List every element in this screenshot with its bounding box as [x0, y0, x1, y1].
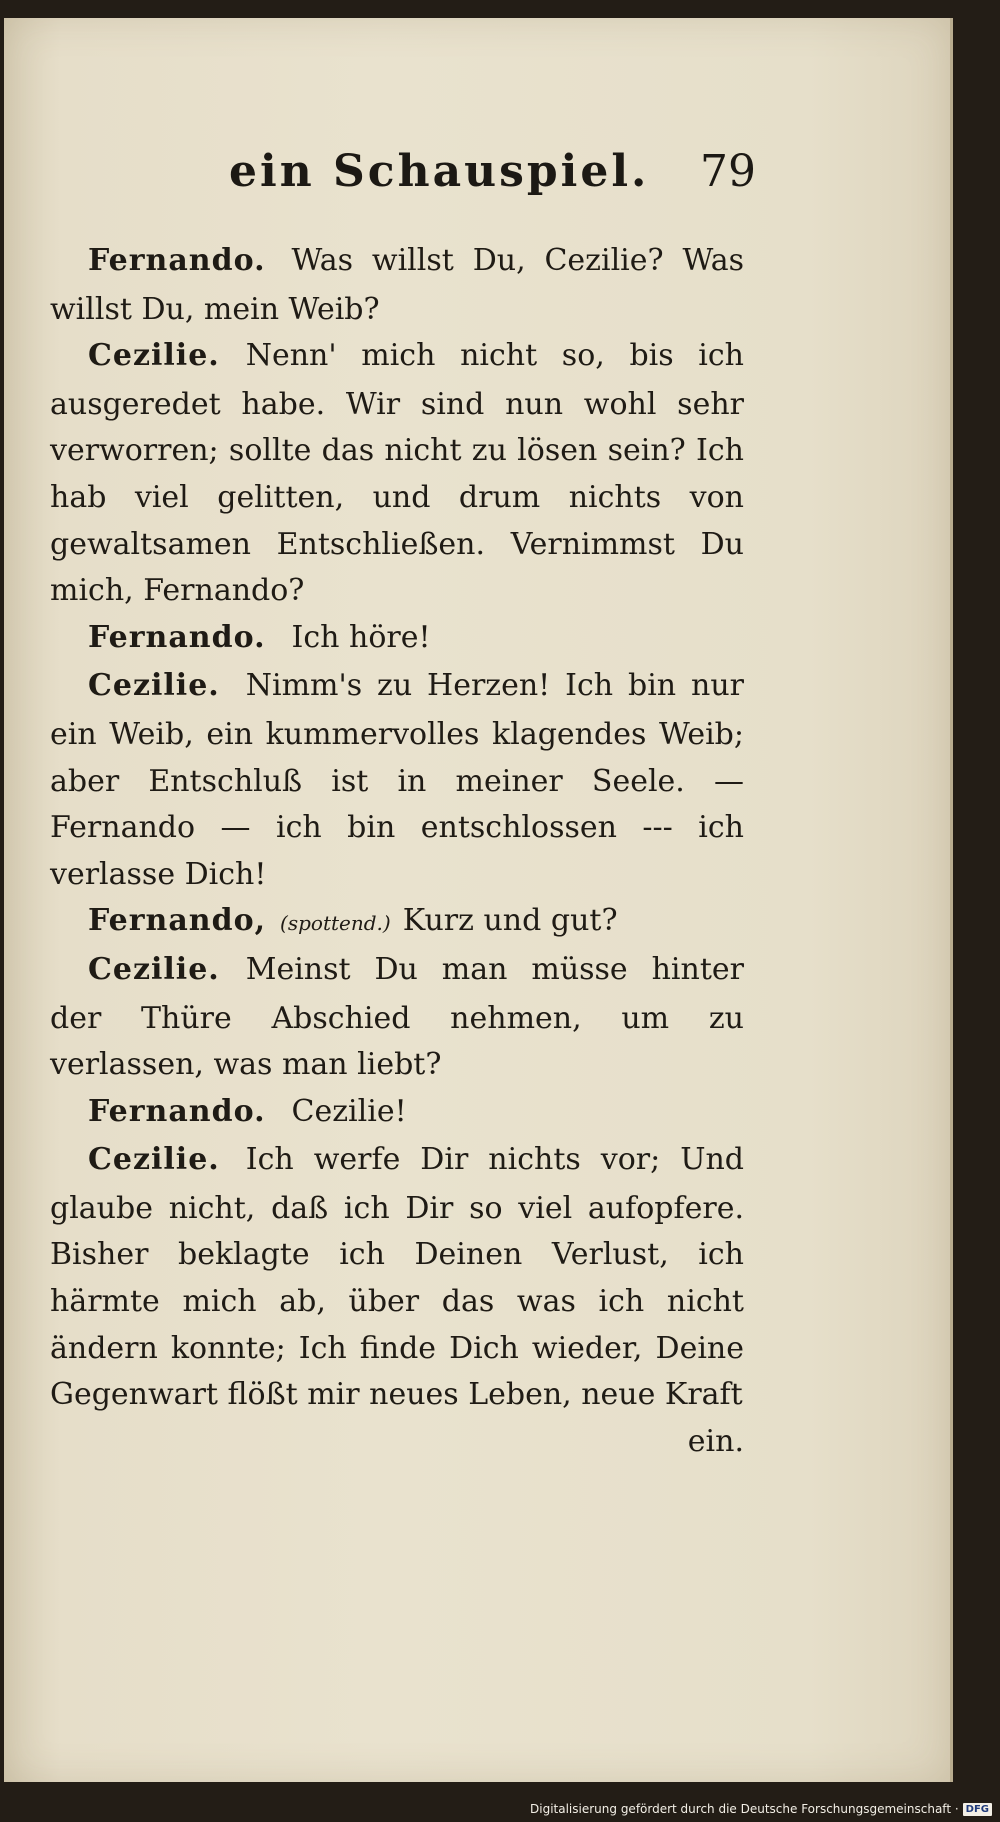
speaker-name: Cezilie. — [88, 338, 220, 374]
dialogue-text: Nenn' mich nicht so, bis ich ausgeredet habe. Wir sind nun wohl sehr verworren; sollte das nicht zu lösen sein? Ich hab viel gelitten, und drum nichts von gewaltsamen Entschließen. Vernimmst Du mich, Fernando? — [50, 338, 744, 609]
paragraph — [50, 615, 744, 664]
paragraph — [50, 1089, 744, 1138]
speaker-name: Cezilie. — [88, 668, 220, 704]
paragraph — [50, 663, 744, 898]
paragraph — [50, 947, 744, 1089]
page-number: 79 — [700, 146, 756, 197]
paragraph — [50, 238, 744, 333]
paragraph — [50, 333, 744, 615]
speaker-name: Cezilie. — [88, 951, 220, 987]
digitization-footer — [530, 1798, 992, 1820]
dialogue-text: Ich höre! — [291, 619, 431, 655]
speaker-name: Fernando. — [88, 619, 266, 655]
page-header — [4, 146, 950, 216]
dialogue-text: Was willst Du, Cezilie? Was willst Du, mein Weib? — [50, 243, 744, 327]
running-title: ein Schauspiel. — [229, 146, 650, 197]
paragraph — [50, 898, 744, 947]
speaker-name: Fernando. — [88, 243, 266, 278]
dialogue-text: Nimm's zu Herzen! Ich bin nur ein Weib, ein kummervolles klagendes Weib; aber Entschluß ist in meiner Seele. — Fernando — ich bin entschlossen --- ich verlasse Dich! — [50, 668, 744, 892]
dialogue-text: Meinst Du man müsse hinter der Thüre Abschied nehmen, um zu verlassen, was man liebt? — [50, 951, 744, 1083]
stage-direction: (spottend.) — [280, 911, 391, 936]
catchword: ein. — [687, 1423, 744, 1459]
paragraph — [50, 1137, 744, 1419]
dialogue-text: Cezilie! — [291, 1093, 407, 1129]
dialogue-text: Ich werfe Dir nichts vor; Und glaube nicht, daß ich Dir so viel aufopfere. Bisher beklagte ich Deinen Verlust, ich härmte mich ab, über das was ich nicht ändern konnte; Ich finde Dich wieder, Deine Gegenwart flößt mir neues Leben, neue Kraft — [50, 1142, 744, 1413]
dfg-logo: DFG — [963, 1803, 992, 1816]
dialogue-text: Kurz und gut? — [402, 903, 618, 939]
book-page — [4, 18, 953, 1782]
body-text — [50, 238, 744, 1465]
speaker-name: Fernando, — [88, 903, 267, 939]
speaker-name: Fernando. — [88, 1093, 266, 1129]
funding-credit: Digitalisierung gefördert durch die Deutsche Forschungsgemeinschaft · — [530, 1802, 959, 1816]
speaker-name: Cezilie. — [88, 1142, 220, 1178]
